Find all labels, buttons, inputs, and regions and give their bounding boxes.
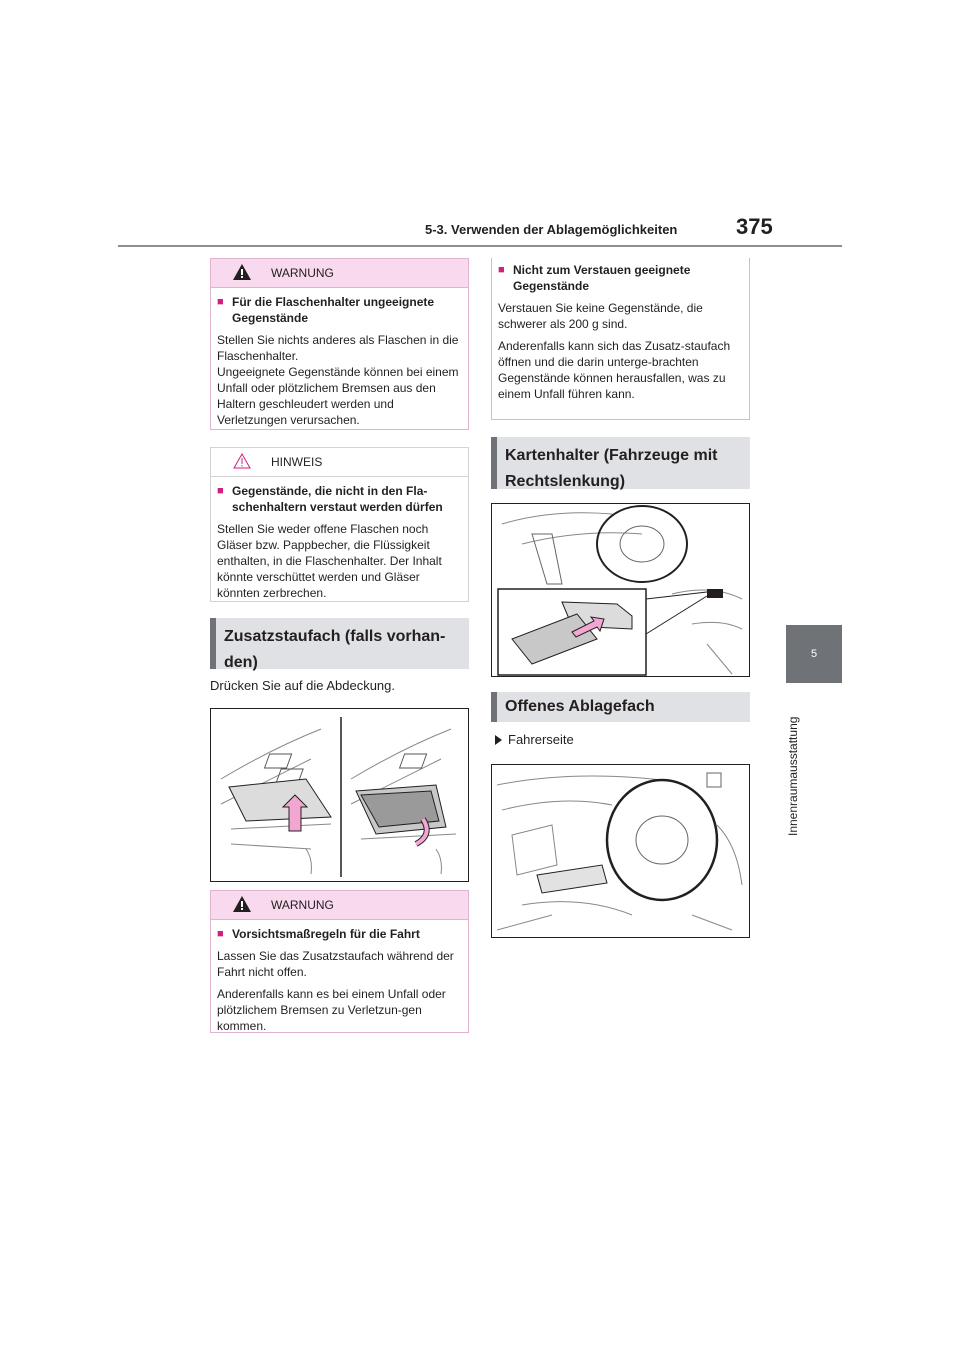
square-bullet-icon: ■: [498, 264, 505, 276]
warning-header: [211, 891, 468, 920]
warning-heading: ■ Vorsichtsmaßregeln für die Fahrt: [217, 927, 420, 941]
notice-text: Stellen Sie weder offene Flaschen noch Gläser bzw. Pappbecher, die Flüssigkeit enthalten, in die Flaschenhalter. Der Inhalt könnte verschüttet werden und Gläser könnten zerbrechen.: [217, 522, 442, 600]
section-heading-card-holder: Kartenhalter (Fahrzeuge mit Rechtslenkung): [491, 437, 750, 489]
square-bullet-icon: ■: [217, 296, 224, 308]
chapter-side-label: [786, 690, 806, 840]
card-holder-illustration: [492, 504, 749, 676]
section-heading-extra-storage: Zusatzstaufach (falls vorhan-den): [210, 618, 469, 669]
square-bullet-icon: ■: [217, 928, 224, 940]
warning-box-driving: [210, 890, 469, 1033]
triangle-bullet-icon: [495, 735, 502, 745]
warning-header: [211, 259, 468, 288]
notice-header: [211, 448, 468, 477]
open-tray-illustration: [492, 765, 749, 937]
chapter-label: Innenraumausstattung: [786, 716, 800, 836]
section-header-title: 5-3. Verwenden der Ablagemöglichkeiten: [425, 222, 678, 237]
warning-text-1: Lassen Sie das Zusatzstaufach während der Fahrt nicht offen.: [217, 949, 454, 979]
warning-text-1: Verstauen Sie keine Gegenstände, die schwerer als 200 g sind.: [498, 301, 703, 331]
chapter-number: 5: [810, 648, 818, 660]
driver-side-bullet: Fahrerseite: [495, 732, 574, 747]
figure-extra-storage: [210, 708, 469, 882]
section-heading-open-tray: Offenes Ablagefach: [491, 692, 750, 722]
chapter-tab[interactable]: [786, 625, 842, 683]
warning-triangle-icon: [233, 264, 251, 280]
notice-triangle-icon: [233, 453, 251, 469]
warning-box-bottle-holder: [210, 258, 469, 430]
notice-heading: ■ Gegenstände, die nicht in den Fla-schenhaltern verstaut werden dürfen: [217, 484, 443, 514]
notice-label: HINWEIS: [271, 455, 323, 469]
warning-label: WARNUNG: [271, 266, 334, 280]
warning-text: Stellen Sie nichts anderes als Flaschen in die Flaschenhalter. Ungeeignete Gegenstände können bei einem Unfall oder plötzlichem Bremsen aus den Haltern geschleudert werden und Verletzungen verursachen.: [217, 333, 459, 427]
warning-heading: ■ Nicht zum Verstauen geeignete Gegenstände: [498, 263, 691, 293]
notice-box-bottle-holder: [210, 447, 469, 602]
warning-text-2: Anderenfalls kann es bei einem Unfall oder plötzlichem Bremsen zu Verletzun-gen kommen.: [217, 987, 446, 1033]
figure-open-tray: [491, 764, 750, 938]
warning-box-continued: [491, 258, 750, 420]
header-rule: [118, 245, 842, 247]
warning-label: WARNUNG: [271, 898, 334, 912]
warning-heading: ■ Für die Flaschenhalter ungeeignete Gegenstände: [217, 295, 435, 325]
warning-text-2: Anderenfalls kann sich das Zusatz-staufach öffnen und die darin unterge-brachten Gegenstände können herausfallen, was zu einem Unfall führen kann.: [498, 339, 731, 401]
extra-storage-illustration: [211, 709, 468, 881]
page-number: 375: [736, 214, 773, 239]
instruction-text: Drücken Sie auf die Abdeckung.: [210, 678, 396, 693]
warning-triangle-icon: [233, 896, 251, 912]
square-bullet-icon: ■: [217, 485, 224, 497]
figure-card-holder: [491, 503, 750, 677]
